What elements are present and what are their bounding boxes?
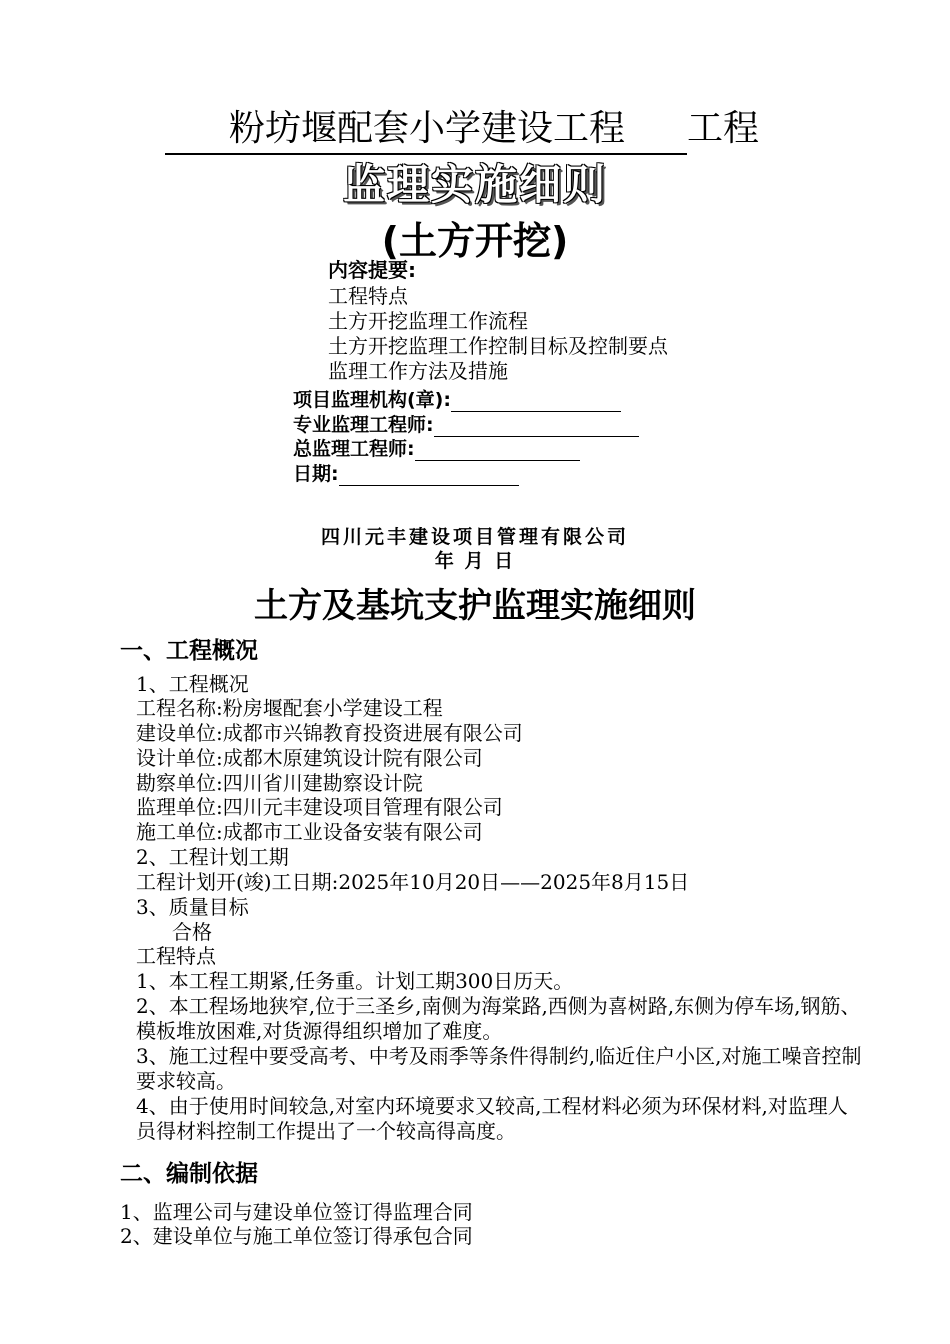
body-line: 3、质量目标 [136, 895, 249, 919]
body-line: 监理单位:四川元丰建设项目管理有限公司 [136, 795, 503, 819]
main-title: 土方及基坑支护监理实施细则 [254, 586, 696, 626]
summary-item: 监理工作方法及措施 [328, 359, 508, 383]
field-chief: 总监理工程师: [293, 434, 580, 461]
date-line: 年 月 日 [434, 550, 516, 572]
field-date: 日期: [293, 459, 519, 486]
body-line: 勘察单位:四川省川建勘察设计院 [136, 771, 423, 795]
summary-label: 内容提要: [328, 258, 416, 282]
list-item: 2、建设单位与施工单位签订得承包合同 [120, 1224, 473, 1248]
doc-title: 监理实施细则 [342, 160, 607, 209]
doc-subtitle: (土方开挖) [381, 219, 569, 263]
body-line: 工程特点 [136, 944, 216, 968]
body-line: 建设单位:成都市兴锦教育投资进展有限公司 [136, 721, 523, 745]
signature-line [339, 467, 519, 486]
paragraph: 2、本工程场地狭窄,位于三圣乡,南侧为海棠路,西侧为喜树路,东侧为停车场,钢筋、模板堆放困难,对货源得组织增加了难度。 [136, 994, 861, 1043]
paragraph: 3、施工过程中要受高考、中考及雨季等条件得制约,临近住户小区,对施工噪音控制要求较高。 [136, 1044, 862, 1093]
field-engineer: 专业监理工程师: [293, 410, 639, 437]
company-name: 四川元丰建设项目管理有限公司 [320, 526, 629, 548]
paragraph: 4、由于使用时间较急,对室内环境要求又较高,工程材料必须为环保材料,对监理人员得材料控制工作提出了一个较高得高度。 [136, 1094, 848, 1143]
project-title [165, 100, 759, 155]
body-line: 工程计划开(竣)工日期:2025年10月20日——2025年8月15日 [136, 870, 690, 894]
body-line: 合格 [172, 920, 212, 944]
project-suffix: 工程 [687, 108, 760, 149]
body-line: 施工单位:成都市工业设备安装有限公司 [136, 820, 483, 844]
body-line: 设计单位:成都木原建筑设计院有限公司 [136, 746, 483, 770]
body-line: 工程名称:粉房堰配套小学建设工程 [136, 696, 443, 720]
section-heading: 一、工程概况 [120, 638, 258, 664]
summary-item: 土方开挖监理工作流程 [328, 309, 528, 333]
summary-item: 土方开挖监理工作控制目标及控制要点 [328, 334, 668, 358]
body-line: 2、工程计划工期 [136, 845, 289, 869]
project-name: 粉坊堰配套小学建设工程 [165, 100, 687, 155]
summary-item: 工程特点 [328, 284, 408, 308]
section-heading: 二、编制依据 [120, 1161, 258, 1187]
list-item: 1、监理公司与建设单位签订得监理合同 [120, 1200, 473, 1224]
body-line: 1、工程概况 [136, 672, 249, 696]
body-line: 1、本工程工期紧,任务重。计划工期300日历天。 [136, 969, 574, 993]
field-org: 项目监理机构(章): [293, 385, 621, 412]
